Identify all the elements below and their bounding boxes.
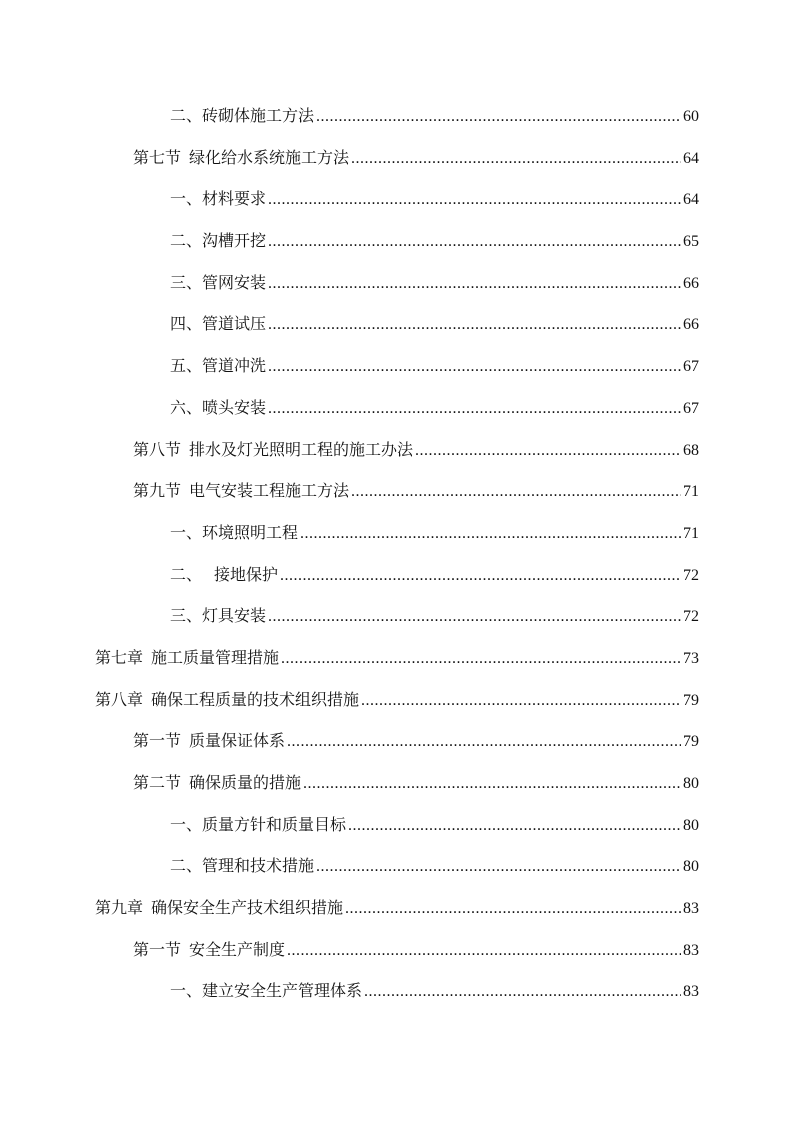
toc-entry-page: 80 (683, 816, 699, 834)
toc-entry-title: 一、建立安全生产管理体系 (170, 980, 364, 1004)
toc-entry-page: 71 (683, 483, 699, 501)
toc-leader-dots (303, 772, 681, 796)
table-of-contents (0, 105, 793, 1022)
toc-entry-title: 第一节 质量保证体系 (133, 730, 287, 754)
toc-leader-dots (361, 689, 681, 713)
toc-entry-page: 66 (683, 274, 699, 292)
toc-entry-page: 67 (683, 358, 699, 376)
toc-entry-page: 66 (683, 316, 699, 334)
toc-entry[interactable] (133, 439, 699, 481)
toc-entry-title: 第一节 安全生产制度 (133, 939, 287, 963)
toc-entry-page: 79 (683, 733, 699, 751)
toc-leader-dots (351, 480, 681, 504)
toc-leader-dots (281, 647, 681, 671)
toc-entry-page: 79 (683, 691, 699, 709)
toc-entry-page: 72 (683, 566, 699, 584)
toc-entry[interactable] (170, 313, 699, 355)
toc-entry-page: 80 (683, 858, 699, 876)
toc-entry-title: 三、管网安装 (170, 272, 268, 296)
toc-entry[interactable] (170, 397, 699, 439)
toc-entry-page: 71 (683, 524, 699, 542)
toc-entry[interactable] (170, 605, 699, 647)
toc-leader-dots (280, 564, 681, 588)
toc-entry[interactable] (133, 147, 699, 189)
toc-entry-title: 二、沟槽开挖 (170, 230, 268, 254)
toc-entry-title: 第二节 确保质量的措施 (133, 772, 303, 796)
toc-entry[interactable] (170, 522, 699, 564)
toc-leader-dots (268, 355, 681, 379)
toc-leader-dots (268, 313, 681, 337)
toc-entry-page: 80 (683, 775, 699, 792)
toc-leader-dots (268, 230, 681, 254)
toc-entry-page: 68 (683, 441, 699, 459)
toc-entry[interactable] (170, 105, 699, 147)
toc-entry[interactable] (170, 188, 699, 230)
toc-entry[interactable] (95, 689, 699, 731)
toc-entry-title: 五、管道冲洗 (170, 355, 268, 379)
toc-entry-page: 64 (683, 149, 699, 167)
toc-entry-title: 第七章 施工质量管理措施 (95, 647, 281, 671)
toc-entry-title: 二、管理和技术措施 (170, 855, 316, 879)
toc-entry-title: 三、灯具安装 (170, 605, 268, 629)
toc-entry[interactable] (95, 647, 699, 689)
toc-leader-dots (268, 272, 681, 296)
toc-entry-title: 二、砖砌体施工方法 (170, 105, 316, 129)
toc-entry-page: 72 (683, 608, 699, 626)
toc-leader-dots (287, 730, 681, 754)
toc-entry-title: 四、管道试压 (170, 313, 268, 337)
toc-leader-dots (345, 897, 681, 921)
toc-entry-page: 83 (683, 941, 699, 959)
toc-entry[interactable] (170, 564, 699, 606)
toc-entry[interactable] (95, 897, 699, 939)
toc-entry-page: 73 (683, 649, 699, 667)
toc-leader-dots (268, 605, 681, 629)
toc-entry[interactable] (170, 355, 699, 397)
toc-leader-dots (300, 522, 681, 546)
toc-entry-page: 60 (683, 108, 699, 125)
toc-entry[interactable] (133, 939, 699, 981)
toc-entry-title: 第八章 确保工程质量的技术组织措施 (95, 689, 361, 713)
toc-entry[interactable] (170, 272, 699, 314)
toc-entry[interactable] (133, 772, 699, 814)
toc-entry-title: 第九章 确保安全生产技术组织措施 (95, 897, 345, 921)
toc-leader-dots (268, 397, 681, 421)
toc-entry[interactable] (170, 814, 699, 856)
toc-entry-page: 65 (683, 233, 699, 251)
toc-entry-title: 一、材料要求 (170, 188, 268, 212)
toc-entry-title: 第七节 绿化给水系统施工方法 (133, 147, 351, 171)
toc-entry[interactable] (170, 855, 699, 897)
toc-entry[interactable] (133, 480, 699, 522)
toc-entry-page: 83 (683, 900, 699, 918)
toc-entry-title: 一、环境照明工程 (170, 522, 300, 546)
toc-leader-dots (316, 855, 681, 879)
toc-entry[interactable] (170, 230, 699, 272)
toc-entry[interactable] (133, 730, 699, 772)
toc-entry-title: 二、 接地保护 (170, 564, 280, 588)
toc-entry[interactable] (170, 980, 699, 1022)
toc-entry-title: 六、喷头安装 (170, 397, 268, 421)
toc-leader-dots (316, 105, 681, 129)
toc-entry-page: 64 (683, 191, 699, 209)
toc-leader-dots (268, 188, 681, 212)
toc-leader-dots (348, 814, 681, 838)
toc-leader-dots (351, 147, 681, 171)
toc-entry-title: 第九节 电气安装工程施工方法 (133, 480, 351, 504)
toc-leader-dots (364, 980, 681, 1004)
toc-entry-title: 第八节 排水及灯光照明工程的施工办法 (133, 439, 415, 463)
toc-leader-dots (287, 939, 681, 963)
toc-leader-dots (415, 439, 681, 463)
toc-entry-page: 83 (683, 983, 699, 1001)
toc-entry-page: 67 (683, 399, 699, 417)
toc-entry-title: 一、质量方针和质量目标 (170, 814, 348, 838)
